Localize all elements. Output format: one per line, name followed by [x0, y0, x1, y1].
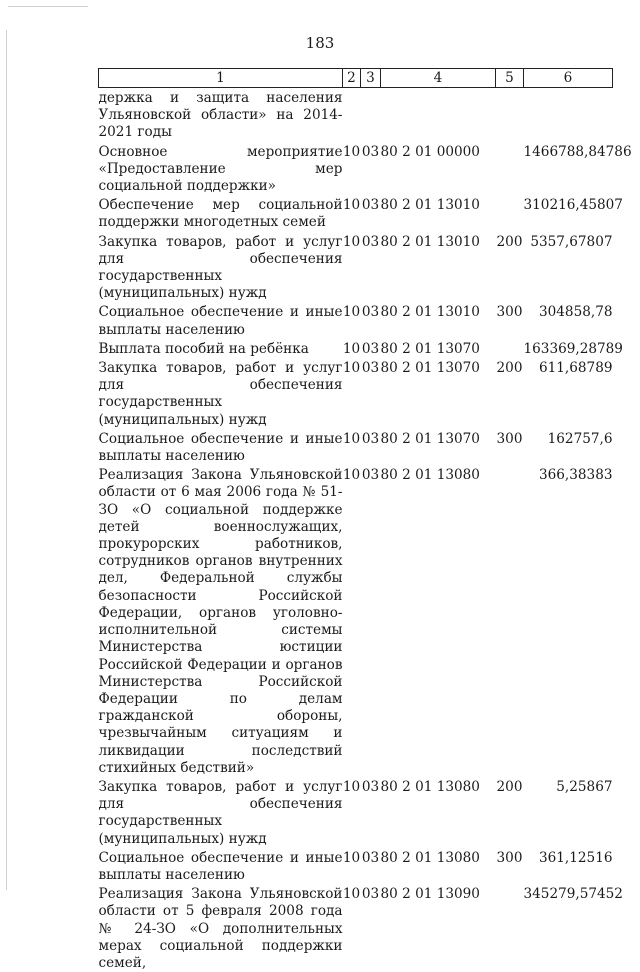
row-name: Закупка товаров, работ и услуг для обеспечения государственных (муниципальных) нужд [98, 778, 343, 847]
row-subsection: 03 [361, 886, 380, 903]
header-col-2: 2 [343, 69, 361, 88]
row-target-code: 80 2 01 13010 [380, 197, 480, 214]
table-row [99, 339, 613, 358]
row-amount [524, 88, 613, 142]
table-row [99, 142, 613, 196]
row-subsection: 03 [361, 143, 380, 160]
table-header-row [99, 69, 613, 88]
row-name: Основное мероприятие «Предоставление мер социальной поддержки» [98, 143, 343, 195]
row-name: Закупка товаров, работ и услуг для обеспечения государственных (муниципальных) нужд [98, 360, 343, 428]
row-expense-type: 200 [496, 778, 523, 795]
row-amount: 611,68789 [538, 360, 613, 377]
row-target-code: 80 2 01 13090 [380, 886, 480, 903]
table-row [99, 465, 613, 777]
row-expense-type: 200 [496, 360, 523, 377]
row-target-code: 80 2 01 13010 [380, 233, 480, 250]
table-row [99, 88, 613, 142]
table-row [99, 232, 613, 303]
row-target-code: 80 2 01 13080 [380, 778, 480, 795]
row-amount: 345279,57452 [523, 886, 623, 903]
row-section: 10 [342, 340, 361, 357]
row-name: Закупка товаров, работ и услуг для обеспечения государственных (муниципальных) нужд [98, 233, 343, 302]
row-expense-type [496, 195, 524, 231]
header-col-6: 6 [524, 69, 613, 88]
row-expense-type: 300 [496, 849, 523, 866]
row-section: 10 [342, 233, 361, 250]
table-row [99, 195, 613, 231]
row-section: 10 [342, 304, 361, 321]
row-amount: 162757,6 [547, 430, 613, 447]
row-name: Выплата пособий на ребёнка [98, 340, 309, 357]
row-expense-type [496, 339, 524, 358]
row-target-code: 80 2 01 00000 [380, 143, 480, 160]
row-section: 10 [342, 360, 361, 377]
row-expense-type: 200 [496, 233, 523, 250]
row-expense-type [496, 88, 524, 142]
row-amount: 5357,67807 [530, 233, 613, 250]
table-row [99, 429, 613, 465]
row-subsection: 03 [361, 430, 380, 447]
row-expense-type [496, 465, 524, 777]
table-row [99, 302, 613, 338]
page-number: 183 [305, 34, 335, 52]
row-amount: 5,25867 [556, 778, 613, 795]
header-col-5: 5 [496, 69, 524, 88]
row-subsection: 03 [361, 778, 380, 795]
row-expense-type [496, 884, 524, 972]
row-name: Реализация Закона Ульяновской области от 5 февраля 2008 года № 24-ЗО «О дополнительных мерах социальной поддержки семей, [98, 886, 343, 971]
table-row [99, 884, 613, 972]
row-amount: 361,12516 [538, 849, 613, 866]
row-amount: 366,38383 [538, 467, 613, 484]
row-subsection: 03 [361, 233, 380, 250]
row-name: Обеспечение мер социальной поддержки многодетных семей [98, 197, 343, 231]
row-subsection: 03 [361, 304, 380, 321]
row-name: Социальное обеспечение и иные выплаты населению [98, 849, 343, 883]
row-section [343, 88, 361, 142]
row-subsection: 03 [361, 849, 380, 866]
table-row [99, 777, 613, 848]
table-row [99, 358, 613, 429]
row-target-code: 80 2 01 13070 [380, 430, 480, 447]
header-col-4: 4 [381, 69, 496, 88]
row-expense-type [496, 142, 524, 196]
header-col-3: 3 [361, 69, 381, 88]
row-section: 10 [342, 430, 361, 447]
budget-table [98, 68, 632, 972]
row-target-code: 80 2 01 13080 [380, 467, 480, 484]
row-subsection: 03 [361, 467, 380, 484]
row-target-code: 80 2 01 13010 [380, 304, 480, 321]
table-row [99, 848, 613, 884]
row-target-code: 80 2 01 13070 [380, 360, 480, 377]
row-target-code [381, 88, 496, 142]
row-target-code: 80 2 01 13080 [380, 849, 480, 866]
row-section: 10 [342, 197, 361, 214]
row-name: Социальное обеспечение и иные выплаты населению [98, 430, 343, 465]
row-amount: 310216,45807 [523, 197, 623, 214]
row-expense-type: 300 [496, 304, 523, 321]
row-subsection: 03 [361, 197, 380, 214]
header-col-1: 1 [99, 69, 343, 88]
row-name: Реализация Закона Ульяновской области от 6 мая 2006 года № 51-ЗО «О социальной поддержке детей военнослужащих, прокурорских работников, сотрудников органов внутренних дел, Федеральной службы безопасности Российской Федерации, органов уголовно-исполнительной системы Министерства юстиции Российской Федерации и органов Министерства Российской Федерации по делам гражданской обороны, чрезвычайным ситуациям и ликвидации последствий стихийных бедствий» [98, 467, 343, 776]
scan-edge-left [6, 30, 7, 890]
row-amount: 1466788,84786 [523, 143, 632, 160]
row-section: 10 [342, 849, 361, 866]
row-name: держка и защита населения Ульяновской области» на 2014-2021 годы [98, 90, 343, 141]
scan-edge-top [8, 6, 88, 7]
row-amount: 304858,78 [538, 304, 613, 321]
row-expense-type: 300 [496, 430, 523, 447]
row-subsection [361, 88, 381, 142]
row-target-code: 80 2 01 13070 [380, 340, 480, 357]
row-subsection: 03 [361, 340, 380, 357]
row-section: 10 [342, 886, 361, 903]
row-subsection: 03 [361, 360, 380, 377]
row-name: Социальное обеспечение и иные выплаты населению [98, 304, 343, 338]
row-section: 10 [342, 778, 361, 795]
row-section: 10 [342, 143, 361, 160]
row-amount: 163369,28789 [523, 340, 623, 357]
row-section: 10 [342, 467, 361, 484]
